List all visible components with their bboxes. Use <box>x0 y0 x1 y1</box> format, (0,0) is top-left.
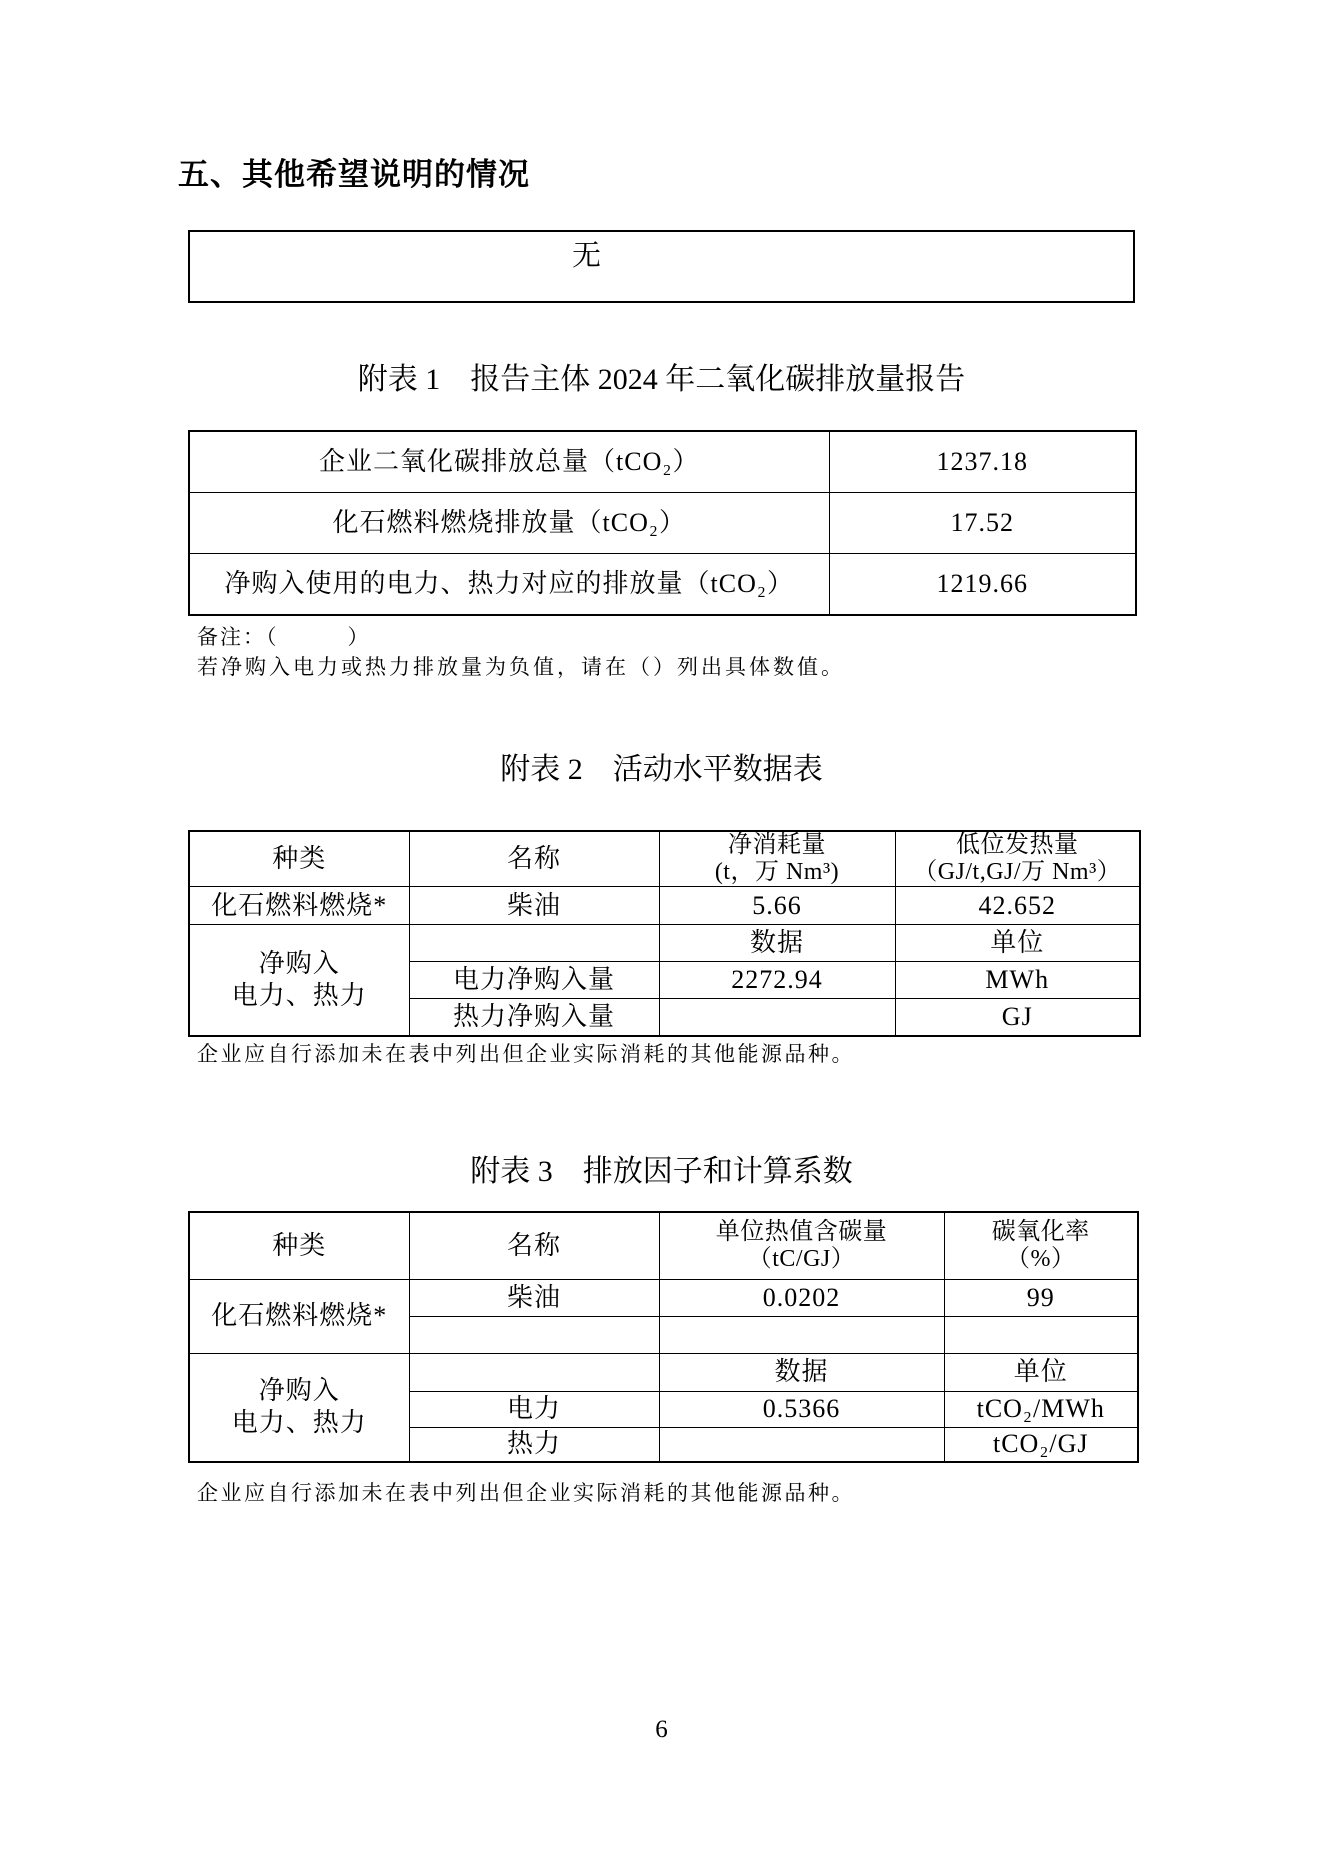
activity-data-table <box>188 830 1141 1037</box>
table-row <box>189 554 1136 616</box>
table1-row-value: 1219.66 <box>829 554 1136 616</box>
table1-title: 附表 1 报告主体 2024 年二氧化碳排放量报告 <box>357 363 966 396</box>
header-type: 种类 <box>189 1212 409 1279</box>
purchase-group-cell <box>189 1353 409 1462</box>
table1-remark-line1: 备注：（ ） <box>197 625 371 649</box>
purchase-group-line1: 净购入 <box>258 948 340 978</box>
purchase-row-data <box>659 999 895 1036</box>
table1-row-value: 17.52 <box>829 493 1136 554</box>
header-consumption-line2: (t，万 Nm³) <box>714 859 840 885</box>
fuel-name-cell: 柴油 <box>409 887 659 925</box>
subheader-data-cell: 数据 <box>659 925 895 962</box>
table1-row-label: 净购入使用的电力、热力对应的排放量（tCO₂） <box>189 554 829 616</box>
fuel-oxidation-cell: 99 <box>944 1279 1138 1316</box>
purchase-row-name: 电力 <box>409 1391 659 1427</box>
fuel-name-cell: 柴油 <box>409 1279 659 1316</box>
page-number: 6 <box>655 1716 668 1743</box>
purchase-row-name: 热力净购入量 <box>409 999 659 1036</box>
header-consumption-line1: 净消耗量 <box>728 832 826 858</box>
table-row <box>189 431 1136 493</box>
header-oxidation-line1: 碳氧化率 <box>991 1218 1090 1245</box>
table-header-row <box>189 1212 1138 1279</box>
header-oxidation-rate <box>944 1212 1138 1279</box>
header-consumption <box>659 831 895 887</box>
purchase-group-line2: 电力、热力 <box>231 980 367 1010</box>
purchase-row-name: 热力 <box>409 1427 659 1462</box>
table-row <box>189 1279 1138 1316</box>
table3-title: 附表 3 排放因子和计算系数 <box>470 1155 853 1188</box>
table-row <box>189 1353 1138 1391</box>
table3-note: 企业应自行添加未在表中列出但企业实际消耗的其他能源品种。 <box>197 1481 855 1505</box>
table1-row-value: 1237.18 <box>829 431 1136 493</box>
fuel-name-cell <box>409 1316 659 1353</box>
purchase-row-unit: MWh <box>895 962 1140 999</box>
purchase-group-line1: 净购入 <box>258 1376 340 1406</box>
header-name: 名称 <box>409 1212 659 1279</box>
table1-row-label: 化石燃料燃烧排放量（tCO₂） <box>189 493 829 554</box>
table-header-row <box>189 831 1140 887</box>
purchase-row-data: 2272.94 <box>659 962 895 999</box>
header-carbon-line1: 单位热值含碳量 <box>715 1218 888 1245</box>
emissions-summary-table <box>188 430 1137 616</box>
purchase-row-data: 0.5366 <box>659 1391 944 1427</box>
fuel-heat-cell: 42.652 <box>895 887 1140 925</box>
fossil-group-cell: 化石燃料燃烧* <box>189 1279 409 1353</box>
subheader-unit-cell: 单位 <box>944 1353 1138 1391</box>
fossil-group-cell: 化石燃料燃烧* <box>189 887 409 925</box>
header-name: 名称 <box>409 831 659 887</box>
purchase-row-unit: tCO₂/MWh <box>944 1391 1138 1427</box>
header-heat-line1: 低位发热量 <box>956 832 1079 858</box>
purchase-row-unit: GJ <box>895 999 1140 1036</box>
subheader-empty-cell <box>409 1353 659 1391</box>
header-oxidation-line2: （%） <box>1006 1245 1076 1272</box>
none-text: 无 <box>571 240 601 272</box>
subheader-unit-cell: 单位 <box>895 925 1140 962</box>
other-notes-box <box>188 230 1135 303</box>
emission-factor-table <box>188 1211 1139 1463</box>
table2-note: 企业应自行添加未在表中列出但企业实际消耗的其他能源品种。 <box>197 1042 855 1066</box>
subheader-data-cell: 数据 <box>659 1353 944 1391</box>
purchase-row-name: 电力净购入量 <box>409 962 659 999</box>
purchase-row-data <box>659 1427 944 1462</box>
table2-title: 附表 2 活动水平数据表 <box>500 753 823 786</box>
purchase-row-unit: tCO₂/GJ <box>944 1427 1138 1462</box>
header-type: 种类 <box>189 831 409 887</box>
section-heading: 五、其他希望说明的情况 <box>178 157 530 192</box>
fuel-oxidation-cell <box>944 1316 1138 1353</box>
table-row <box>189 493 1136 554</box>
table1-remark-line2: 若净购入电力或热力排放量为负值，请在（）列出具体数值。 <box>197 655 845 679</box>
subheader-empty-cell <box>409 925 659 962</box>
table-row <box>189 887 1140 925</box>
fuel-consumption-cell: 5.66 <box>659 887 895 925</box>
purchase-group-cell <box>189 925 409 1036</box>
header-heat-line2: （GJ/t,GJ/万 Nm³） <box>913 859 1122 885</box>
table1-row-label: 企业二氧化碳排放总量（tCO₂） <box>189 431 829 493</box>
fuel-carbon-cell: 0.0202 <box>659 1279 944 1316</box>
purchase-group-line2: 电力、热力 <box>231 1408 367 1438</box>
header-carbon-line2: （tC/GJ） <box>747 1245 856 1272</box>
header-heat-value <box>895 831 1140 887</box>
fuel-carbon-cell <box>659 1316 944 1353</box>
table-row <box>189 925 1140 962</box>
header-carbon-content <box>659 1212 944 1279</box>
